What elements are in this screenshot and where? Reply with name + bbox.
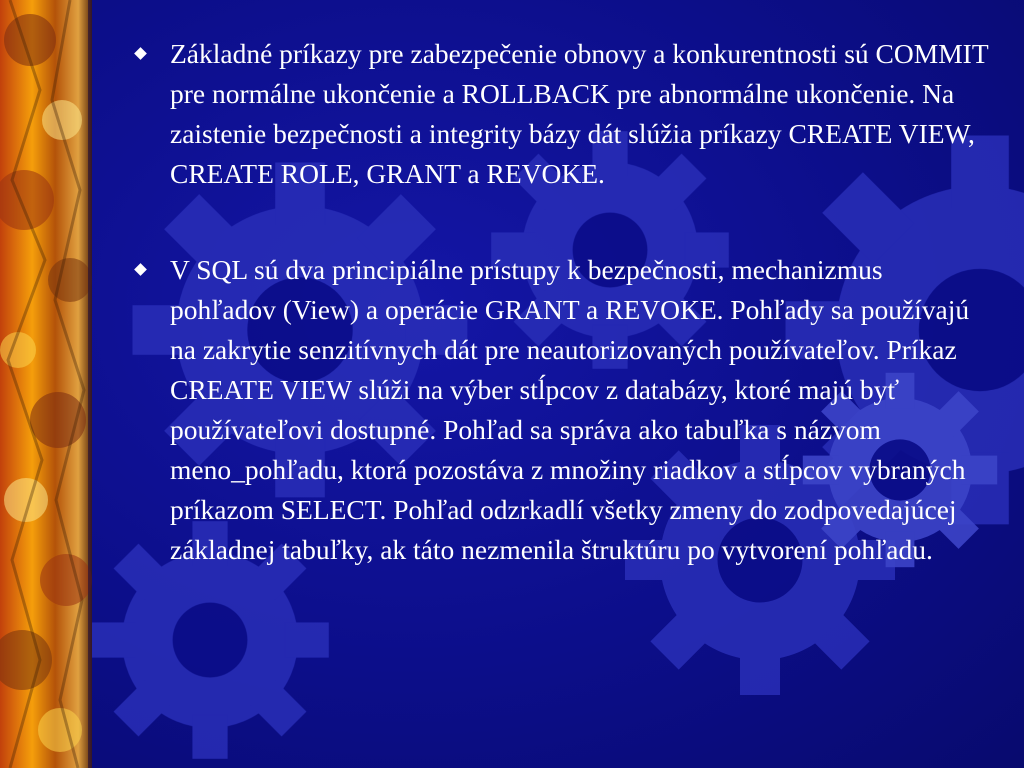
- bullet-text: V SQL sú dva principiálne prístupy k bezpečnosti, mechanizmus pohľadov (View) a operácie GRANT a REVOKE. Pohľady sa používajú na zakrytie senzitívnych dát pre neautorizovaných používateľov. Príkaz CREATE VIEW slúži na výber stĺpcov z databázy, ktoré majú byť používateľovi dostupné. Pohľad sa správa ako tabuľka s názvom meno_pohľadu, ktorá pozostáva z množiny riadkov a stĺpcov vybraných príkazom SELECT. Pohľad odzrkadlí všetky zmeny do zodpovedajúcej základnej tabuľky, ak táto nezmenila štruktúru po vytvorení pohľadu.: [170, 254, 970, 565]
- bullet-text: Základné príkazy pre zabezpečenie obnovy a konkurentnosti sú COMMIT pre normálne ukončenie a ROLLBACK pre abnormálne ukončenie. Na zaistenie bezpečnosti a integrity bázy dát slúžia príkazy CREATE VIEW, CREATE ROLE, GRANT a REVOKE.: [170, 38, 989, 189]
- bullet-item: [130, 34, 990, 194]
- left-decorative-strip: [0, 0, 92, 768]
- diamond-bullet-icon: [134, 263, 147, 276]
- diamond-bullet-icon: [134, 47, 147, 60]
- bullet-item: [130, 250, 990, 570]
- bullet-list: [130, 34, 990, 626]
